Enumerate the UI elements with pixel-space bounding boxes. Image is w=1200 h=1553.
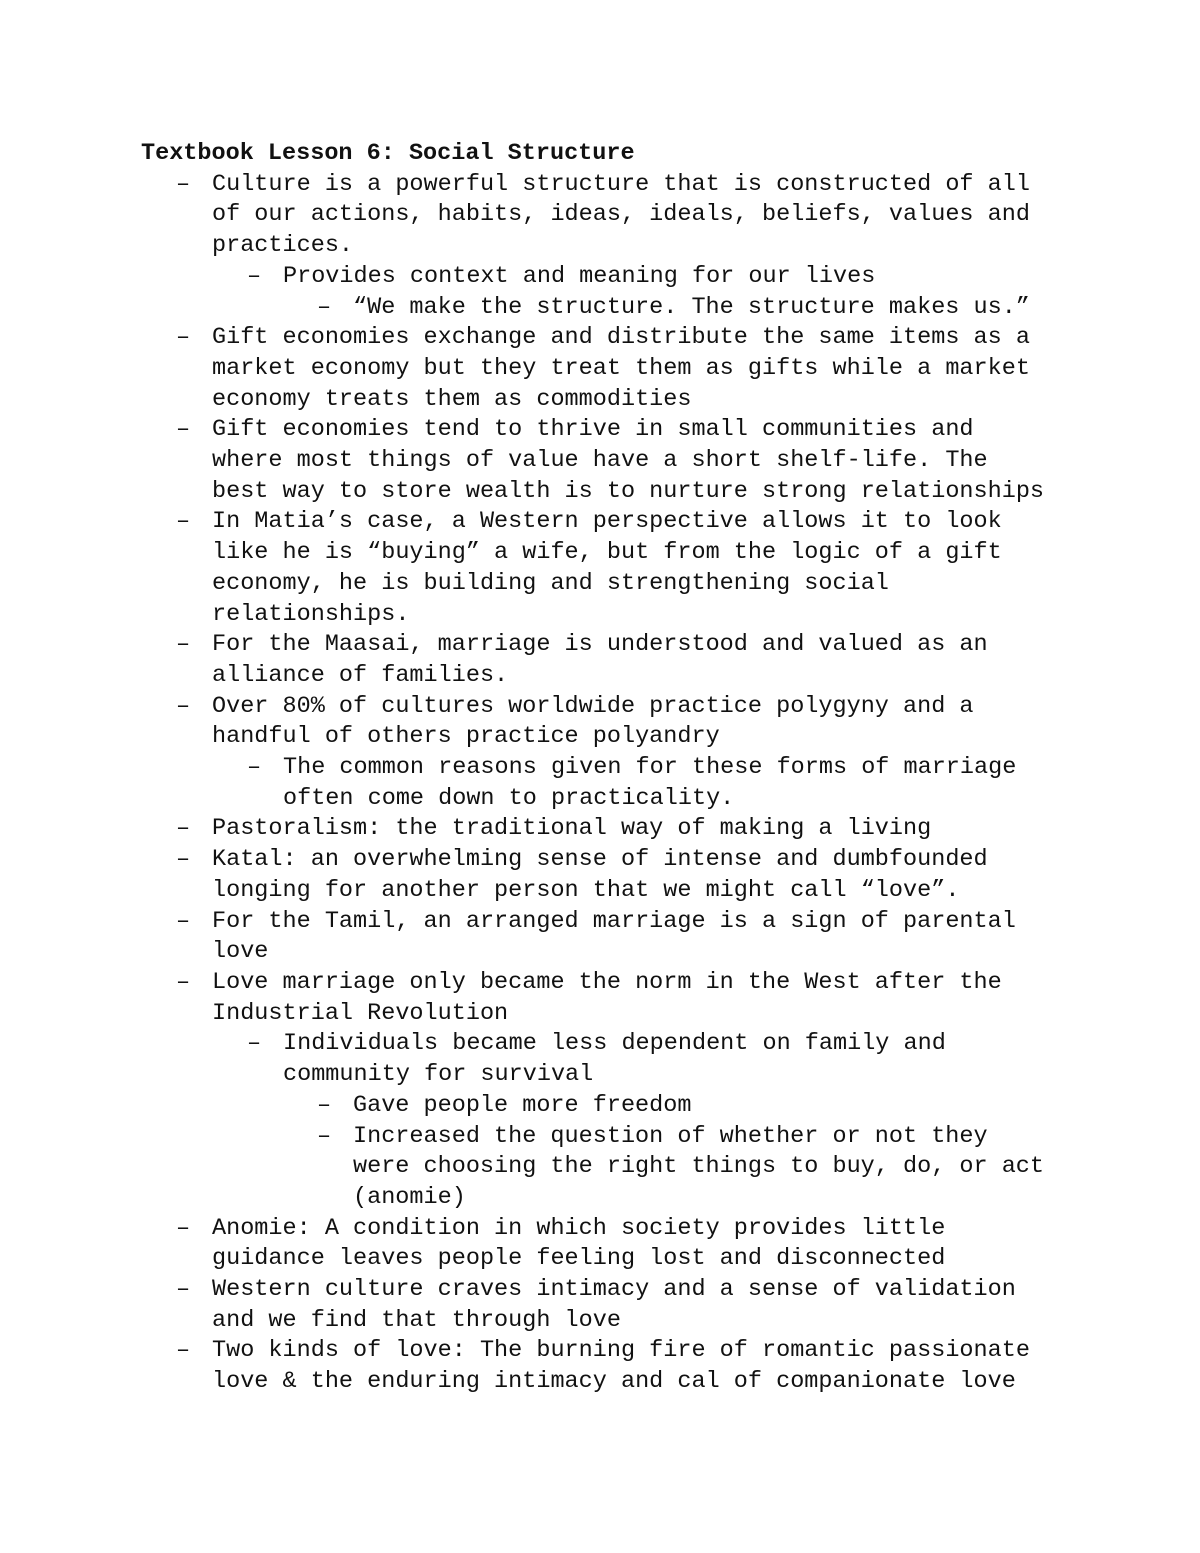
list-item bbox=[141, 692, 1101, 753]
list-item-line: Western culture craves intimacy and a sense of validation bbox=[212, 1276, 1016, 1304]
list-item bbox=[141, 968, 1101, 1029]
bullet-dash: – bbox=[176, 907, 191, 935]
list-item bbox=[141, 1275, 1101, 1336]
list-item-line: Love marriage only became the norm in the West after the bbox=[212, 968, 1002, 996]
list-item bbox=[141, 1336, 1101, 1397]
bullet-dash: – bbox=[176, 815, 191, 843]
list-item bbox=[141, 907, 1101, 968]
list-item bbox=[141, 1214, 1101, 1275]
list-item-line: were choosing the right things to buy, do, or act bbox=[353, 1153, 1045, 1181]
bullet-dash: – bbox=[176, 1337, 191, 1365]
list-item bbox=[141, 630, 1101, 691]
list-item-line: longing for another person that we might call “love”. bbox=[212, 876, 960, 904]
list-item-line: Gave people more freedom bbox=[353, 1091, 692, 1119]
list-item bbox=[141, 507, 1101, 630]
bullet-list bbox=[141, 170, 1101, 1398]
list-item-line: Gift economies tend to thrive in small communities and bbox=[212, 416, 974, 444]
list-item-line: market economy but they treat them as gifts while a market bbox=[212, 354, 1030, 382]
list-item-line: For the Maasai, marriage is understood and valued as an bbox=[212, 631, 988, 659]
list-item-line: “We make the structure. The structure makes us.” bbox=[353, 293, 1030, 321]
list-item-line: Industrial Revolution bbox=[212, 999, 509, 1027]
bullet-dash: – bbox=[176, 1276, 191, 1304]
list-item-line: best way to store wealth is to nurture strong relationships bbox=[212, 477, 1045, 505]
list-item-line: practices. bbox=[212, 232, 354, 260]
list-item-line: guidance leaves people feeling lost and disconnected bbox=[212, 1245, 946, 1273]
bullet-dash: – bbox=[176, 508, 191, 536]
list-item-line: alliance of families. bbox=[212, 661, 509, 689]
list-item-line: In Matia’s case, a Western perspective allows it to look bbox=[212, 508, 1002, 536]
list-item bbox=[141, 1029, 1101, 1090]
list-item-line: Two kinds of love: The burning fire of romantic passionate bbox=[212, 1337, 1030, 1365]
list-item-line: where most things of value have a short shelf-life. The bbox=[212, 447, 988, 475]
list-item bbox=[141, 753, 1101, 814]
bullet-dash: – bbox=[317, 1122, 332, 1150]
list-item-line: economy, he is building and strengthening social bbox=[212, 569, 889, 597]
list-item-line: Katal: an overwhelming sense of intense and dumbfounded bbox=[212, 846, 988, 874]
notes-body bbox=[141, 139, 1101, 1398]
list-item-line: love & the enduring intimacy and cal of companionate love bbox=[212, 1368, 1016, 1396]
list-item-line: relationships. bbox=[212, 600, 410, 628]
list-item bbox=[141, 814, 1101, 845]
bullet-dash: – bbox=[247, 754, 262, 782]
page-title: Textbook Lesson 6: Social Structure bbox=[141, 140, 635, 167]
list-item-line: love bbox=[212, 938, 269, 966]
bullet-dash: – bbox=[176, 1214, 191, 1242]
list-item bbox=[141, 415, 1101, 507]
list-item-line: and we find that through love bbox=[212, 1306, 621, 1334]
bullet-dash: – bbox=[247, 1030, 262, 1058]
list-item-line: Gift economies exchange and distribute the same items as a bbox=[212, 324, 1030, 352]
list-item-line: economy treats them as commodities bbox=[212, 385, 692, 413]
list-item bbox=[141, 293, 1101, 324]
bullet-dash: – bbox=[176, 968, 191, 996]
list-item-line: handful of others practice polyandry bbox=[212, 723, 720, 751]
list-item bbox=[141, 262, 1101, 293]
bullet-dash: – bbox=[176, 416, 191, 444]
list-item bbox=[141, 1091, 1101, 1122]
list-item-line: community for survival bbox=[283, 1061, 594, 1089]
bullet-dash: – bbox=[176, 692, 191, 720]
list-item-line: Culture is a powerful structure that is constructed of all bbox=[212, 170, 1030, 198]
list-item bbox=[141, 170, 1101, 262]
list-item-line: (anomie) bbox=[353, 1183, 466, 1211]
list-item-line: The common reasons given for these forms of marriage bbox=[283, 754, 1017, 782]
list-item-line: For the Tamil, an arranged marriage is a sign of parental bbox=[212, 907, 1016, 935]
list-item-line: of our actions, habits, ideas, ideals, beliefs, values and bbox=[212, 201, 1030, 229]
list-item-line: like he is “buying” a wife, but from the logic of a gift bbox=[212, 539, 1002, 567]
list-item-line: Over 80% of cultures worldwide practice polygyny and a bbox=[212, 692, 974, 720]
list-item bbox=[141, 1122, 1101, 1214]
bullet-dash: – bbox=[317, 293, 332, 321]
bullet-dash: – bbox=[176, 631, 191, 659]
bullet-dash: – bbox=[176, 846, 191, 874]
list-item-line: Provides context and meaning for our lives bbox=[283, 262, 876, 290]
list-item-line: Pastoralism: the traditional way of making a living bbox=[212, 815, 932, 843]
list-item-line: Individuals became less dependent on family and bbox=[283, 1030, 946, 1058]
bullet-dash: – bbox=[176, 170, 191, 198]
bullet-dash: – bbox=[317, 1091, 332, 1119]
list-item bbox=[141, 323, 1101, 415]
list-item-line: often come down to practicality. bbox=[283, 784, 735, 812]
list-item bbox=[141, 845, 1101, 906]
bullet-dash: – bbox=[247, 262, 262, 290]
list-item-line: Increased the question of whether or not they bbox=[353, 1122, 988, 1150]
list-item-line: Anomie: A condition in which society provides little bbox=[212, 1214, 946, 1242]
bullet-dash: – bbox=[176, 324, 191, 352]
